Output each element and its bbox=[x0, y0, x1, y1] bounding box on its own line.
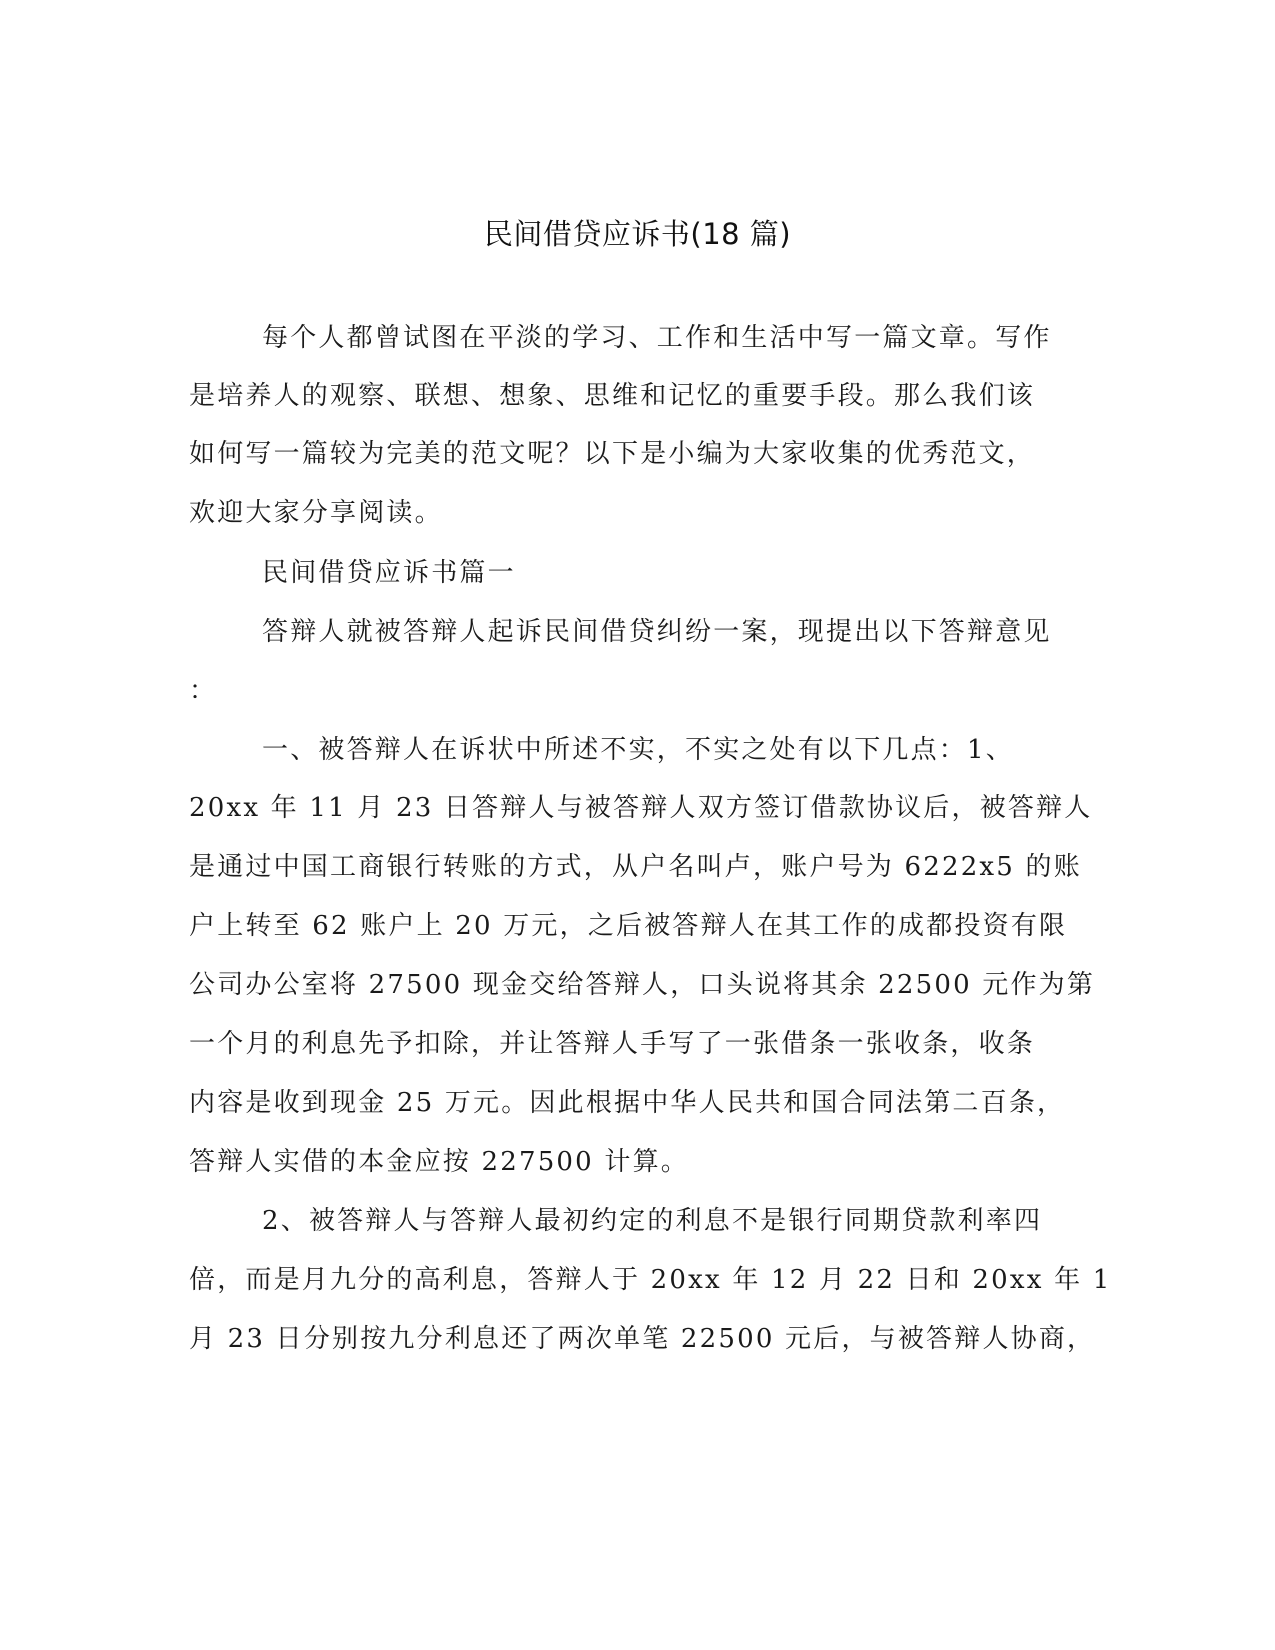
paragraph-line: 一个月的利息先予扣除，并让答辩人手写了一张借条一张收条，收条 bbox=[189, 1029, 1036, 1059]
paragraph-line: 公司办公室将 27500 现金交给答辩人，口头说将其余 22500 元作为第 bbox=[189, 970, 1096, 1000]
paragraph-line: 如何写一篇较为完美的范文呢？以下是小编为大家收集的优秀范文， bbox=[189, 439, 1036, 469]
paragraph-line: 每个人都曾试图在平淡的学习、工作和生活中写一篇文章。写作 bbox=[262, 323, 1052, 353]
paragraph-line: 是培养人的观察、联想、想象、思维和记忆的重要手段。那么我们该 bbox=[189, 381, 1036, 411]
paragraph-line: 2、被答辩人与答辩人最初约定的利息不是银行同期贷款利率四 bbox=[262, 1206, 1043, 1236]
paragraph-line: 是通过中国工商银行转账的方式，从户名叫卢，账户号为 6222x5 的账 bbox=[189, 852, 1082, 882]
paragraph-line: 一、被答辩人在诉状中所述不实，不实之处有以下几点：1、 bbox=[262, 735, 1014, 765]
paragraph-line: 户上转至 62 账户上 20 万元，之后被答辩人在其工作的成都投资有限 bbox=[189, 911, 1068, 941]
paragraph-line: 月 23 日分别按九分利息还了两次单笔 22500 元后，与被答辩人协商， bbox=[189, 1324, 1096, 1354]
paragraph-line: ： bbox=[189, 676, 218, 706]
paragraph-line: 欢迎大家分享阅读。 bbox=[189, 498, 443, 528]
paragraph-line: 20xx 年 11 月 23 日答辩人与被答辩人双方签订借款协议后，被答辩人 bbox=[189, 793, 1093, 823]
document-title: 民间借贷应诉书(18 篇) bbox=[483, 217, 792, 251]
section-heading: 民间借贷应诉书篇一 bbox=[262, 558, 516, 588]
paragraph-line: 内容是收到现金 25 万元。因此根据中华人民共和国合同法第二百条， bbox=[189, 1088, 1066, 1118]
paragraph-line: 答辩人实借的本金应按 227500 计算。 bbox=[189, 1147, 689, 1177]
paragraph-line: 答辩人就被答辩人起诉民间借贷纠纷一案，现提出以下答辩意见 bbox=[262, 617, 1052, 647]
paragraph-line: 倍，而是月九分的高利息，答辩人于 20xx 年 12 月 22 日和 20xx 年 1 bbox=[189, 1265, 1112, 1295]
